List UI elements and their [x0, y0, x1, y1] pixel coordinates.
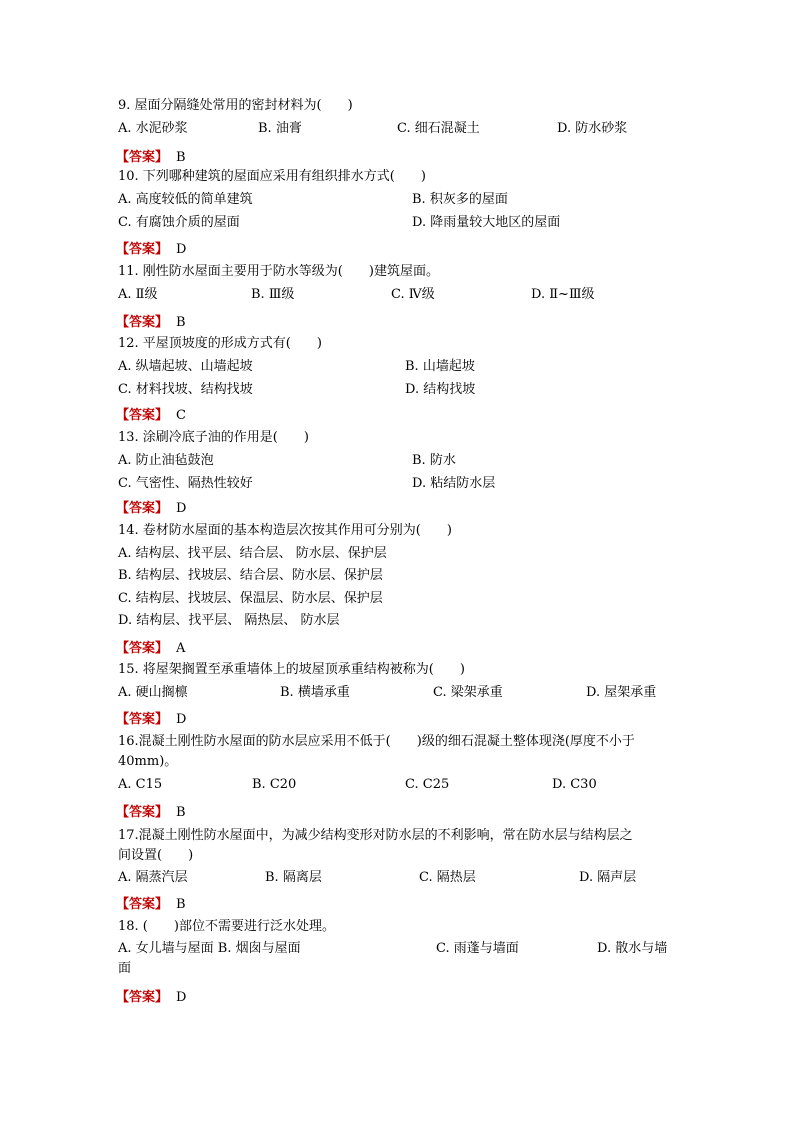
answer-label: 【答案】: [116, 641, 169, 656]
option-text: C. 有腐蚀介质的屋面: [118, 215, 240, 230]
question-6-stem-line: [0, 521, 794, 541]
question-8-options-row: [0, 775, 794, 795]
question-stem: 9. 屋面分隔缝处常用的密封材料为( ): [118, 98, 353, 113]
answer-value: D: [176, 501, 187, 516]
question-8-answer: [0, 803, 794, 823]
question-stem: 16.混凝土刚性防水屋面的防水层应采用不低于( )级的细石混凝土整体现浇(厚度不小于: [118, 734, 635, 749]
question-6-answer: [0, 639, 794, 659]
question-9-options-row: [0, 868, 794, 888]
answer-value: B: [176, 805, 186, 820]
question-10-answer: [0, 988, 794, 1008]
question-8-stem-line: [0, 732, 794, 752]
option-text: C. C25: [405, 777, 450, 792]
question-stem: 13. 涂刷冷底子油的作用是( ): [118, 430, 309, 445]
option-text: A. 隔蒸汽层: [118, 870, 188, 885]
option-text: C. 结构层、找坡层、保温层、防水层、保护层: [118, 591, 383, 606]
question-8-stem-line: [0, 752, 794, 772]
option-text: A. Ⅱ级: [118, 287, 158, 302]
option-text: C. 材料找坡、结构找坡: [118, 382, 253, 397]
option-text: D. 结构找坡: [405, 382, 476, 397]
option-text: D. 粘结防水层: [412, 476, 496, 491]
option-text: B. 横墙承重: [280, 685, 350, 700]
answer-value: B: [176, 897, 186, 912]
answer-label: 【答案】: [116, 805, 169, 820]
answer-label: 【答案】: [116, 150, 169, 165]
question-stem: 15. 将屋架搁置至承重墙体上的坡屋顶承重结构被称为( ): [118, 662, 465, 677]
option-text: B. 防水: [412, 453, 456, 468]
question-9-answer: [0, 895, 794, 915]
question-stem: 12. 平屋顶坡度的形成方式有( ): [118, 336, 322, 351]
answer-label: 【答案】: [116, 501, 169, 516]
option-text: D. Ⅱ~Ⅲ级: [531, 287, 595, 302]
answer-value: B: [176, 315, 186, 330]
option-text: D. 屋架承重: [586, 685, 657, 700]
option-text: C. Ⅳ级: [391, 287, 435, 302]
option-text: B. 积灰多的屋面: [412, 192, 508, 207]
option-text: B. 结构层、找坡层、结合层、防水层、保护层: [118, 568, 383, 583]
answer-value: D: [176, 712, 187, 727]
option-text: A. 女儿墙与屋面 B. 烟囱与屋面: [118, 941, 301, 956]
question-3-stem-line: [0, 262, 794, 282]
question-7-answer: [0, 710, 794, 730]
answer-label: 【答案】: [116, 315, 169, 330]
option-text: C. 细石混凝土: [397, 121, 480, 136]
option-text: C. 梁架承重: [433, 685, 503, 700]
question-1-stem-line: [0, 96, 794, 116]
question-stem: 10. 下列哪种建筑的屋面应采用有组织排水方式( ): [118, 169, 426, 184]
option-text: B. Ⅲ级: [251, 287, 295, 302]
answer-value: D: [176, 242, 187, 257]
question-stem: 间设置( ): [118, 848, 194, 863]
option-text: D. C30: [552, 777, 597, 792]
answer-value: B: [176, 150, 186, 165]
answer-label: 【答案】: [116, 712, 169, 727]
answer-value: A: [176, 641, 186, 656]
answer-value: C: [176, 408, 186, 423]
question-6-options-row: [0, 589, 794, 609]
option-text: A. 防止油毡鼓泡: [118, 453, 214, 468]
question-7-options-row: [0, 683, 794, 703]
question-6-options-row: [0, 611, 794, 631]
question-7-stem-line: [0, 660, 794, 680]
question-5-options-row: [0, 451, 794, 471]
question-6-options-row: [0, 544, 794, 564]
option-text: A. 硬山搁檩: [118, 685, 188, 700]
question-1-answer: [0, 148, 794, 168]
option-text: C. 气密性、隔热性较好: [118, 476, 253, 491]
answer-value: D: [176, 990, 187, 1005]
answer-label: 【答案】: [116, 408, 169, 423]
answer-label: 【答案】: [116, 990, 169, 1005]
option-text: A. 结构层、找平层、结合层、 防水层、保护层: [118, 546, 387, 561]
question-stem: 18. ( )部位不需要进行泛水处理。: [118, 919, 335, 934]
question-5-options-row: [0, 474, 794, 494]
option-text: B. C20: [252, 777, 297, 792]
question-5-stem-line: [0, 428, 794, 448]
question-stem: 40mm)。: [118, 754, 178, 769]
option-text: D. 隔声层: [579, 870, 637, 885]
option-text: C. 雨蓬与墙面: [436, 941, 519, 956]
answer-label: 【答案】: [116, 897, 169, 912]
option-text: C. 隔热层: [419, 870, 476, 885]
question-3-answer: [0, 313, 794, 333]
question-4-options-row: [0, 380, 794, 400]
option-text: 面: [118, 961, 132, 976]
question-10-stem-line: [0, 917, 794, 937]
question-4-answer: [0, 406, 794, 426]
question-5-answer: [0, 499, 794, 519]
option-text: D. 结构层、找平层、 隔热层、 防水层: [118, 613, 340, 628]
question-2-options-row: [0, 190, 794, 210]
option-text: D. 降雨量较大地区的屋面: [412, 215, 561, 230]
question-stem: 14. 卷材防水屋面的基本构造层次按其作用可分别为( ): [118, 523, 452, 538]
question-2-answer: [0, 240, 794, 260]
option-text: A. 纵墙起坡、山墙起坡: [118, 359, 253, 374]
question-6-options-row: [0, 566, 794, 586]
question-9-stem-line: [0, 826, 794, 846]
question-10-options-row: [0, 939, 794, 959]
option-text: A. 水泥砂浆: [118, 121, 188, 136]
option-text: B. 油膏: [258, 121, 302, 136]
question-3-options-row: [0, 285, 794, 305]
question-1-options-row: [0, 119, 794, 139]
question-10-options-row: [0, 959, 794, 979]
option-text: A. 高度较低的简单建筑: [118, 192, 253, 207]
option-text: B. 隔离层: [265, 870, 322, 885]
question-4-options-row: [0, 357, 794, 377]
option-text: A. C15: [118, 777, 163, 792]
question-4-stem-line: [0, 334, 794, 354]
question-stem: 17.混凝土刚性防水屋面中，为减少结构变形对防水层的不利影响，常在防水层与结构层之: [118, 828, 633, 843]
option-text: D. 散水与墙: [597, 941, 668, 956]
option-text: D. 防水砂浆: [557, 121, 628, 136]
question-9-stem-line: [0, 846, 794, 866]
answer-label: 【答案】: [116, 242, 169, 257]
option-text: B. 山墙起坡: [405, 359, 475, 374]
question-stem: 11. 刚性防水屋面主要用于防水等级为( )建筑屋面。: [118, 264, 439, 279]
question-2-stem-line: [0, 167, 794, 187]
question-2-options-row: [0, 213, 794, 233]
